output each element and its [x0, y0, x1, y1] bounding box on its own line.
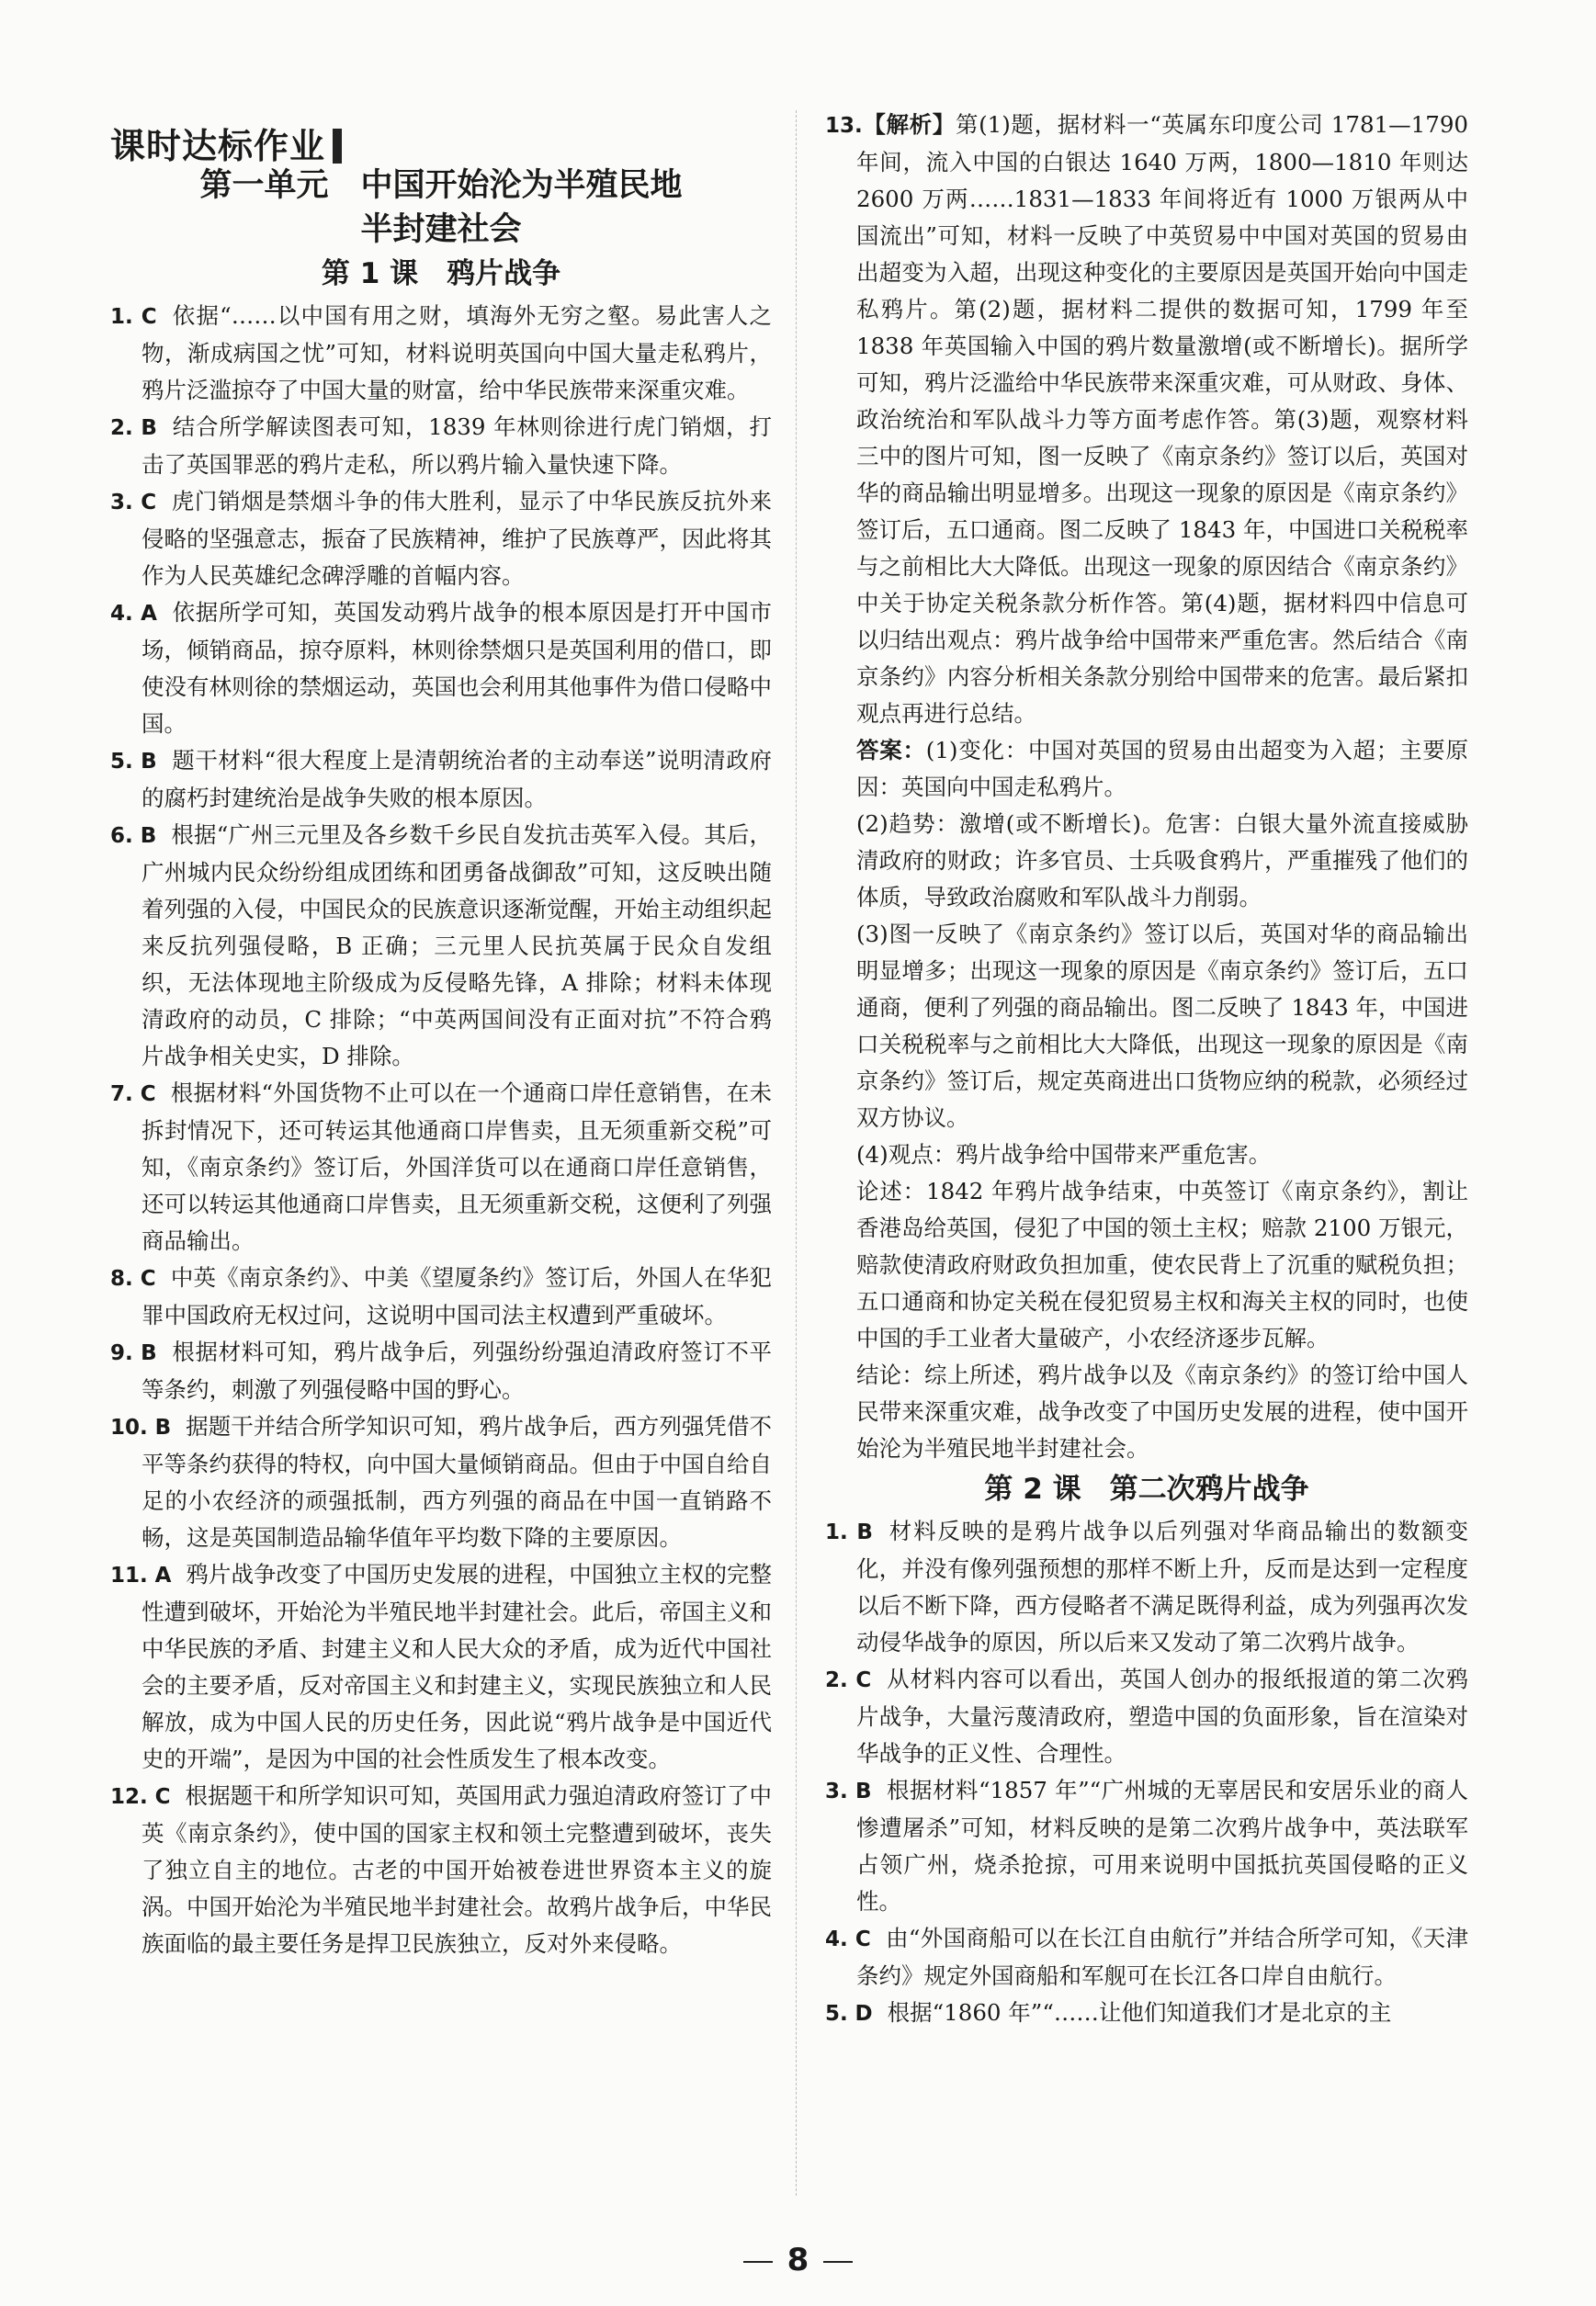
- item-answer: C: [855, 1927, 871, 1951]
- item-number: 1.: [825, 1520, 848, 1544]
- answer-2: (2)趋势：激增(或不断增长)。危害：白银大量外流直接威胁清政府的财政；许多官员、士兵吸食鸦片，严重摧残了他们的体质，导致政治腐败和军队战斗力削弱。: [856, 810, 1468, 910]
- item-text: 据题干并结合所学知识可知，鸦片战争后，西方列强凭借不平等条约获得的特权，向中国大量倾销商品。但由于中国自给自足的小农经济的顽强抵制，西方列强的商品在中国一直销路不畅，这是英国制造品输华值年平均数下降的主要原因。: [141, 1413, 772, 1551]
- item-answer: B: [154, 1416, 172, 1440]
- unit-title-line2: 半封建社会: [360, 211, 522, 248]
- item-number: 8.: [110, 1267, 133, 1291]
- right-column: [825, 107, 1468, 2032]
- lesson1-item-11: [110, 1556, 772, 1778]
- item-number: 5.: [110, 750, 133, 774]
- item-answer: C: [140, 1267, 156, 1291]
- lesson2-item-3: [825, 1772, 1468, 1920]
- item-text: 从材料内容可以看出，英国人创办的报纸报道的第二次鸦片战争，大量污蔑清政府，塑造中国的负面形象，旨在渲染对华战争的正义性、合理性。: [856, 1666, 1468, 1767]
- item-answer: B: [140, 824, 157, 848]
- lesson2-item-1: [825, 1513, 1468, 1661]
- item-text: 虎门销烟是禁烟斗争的伟大胜利，显示了中华民族反抗外来侵略的坚强意志，振奋了民族精神，维护了民族尊严，因此将其作为人民英雄纪念碑浮雕的首幅内容。: [141, 488, 773, 589]
- column-divider: [796, 110, 797, 2196]
- item-answer: B: [141, 1341, 157, 1365]
- item-number: 5.: [825, 2002, 848, 2026]
- item-text: 根据材料可知，鸦片战争后，列强纷纷强迫清政府签订不平等条约，刺激了列强侵略中国的野心。: [141, 1339, 772, 1403]
- lesson1-item-6: [110, 817, 772, 1075]
- answer-4: (4)观点：鸦片战争给中国带来严重危害。: [856, 1141, 1272, 1168]
- item-text: 中英《南京条约》、中美《望厦条约》签订后，外国人在华犯罪中国政府无权过问，这说明中国司法主权遭到严重破坏。: [141, 1264, 772, 1328]
- item-number: 4.: [110, 602, 133, 626]
- item-text: 结合所学解读图表可知，1839 年林则徐进行虎门销烟，打击了英国罪恶的鸦片走私，所以鸦片输入量快速下降。: [141, 413, 772, 478]
- item-text: 鸦片战争改变了中国历史发展的进程，中国独立主权的完整性遭到破坏，开始沦为半殖民地半封建社会。此后，帝国主义和中华民族的矛盾、封建主义和人民大众的矛盾，成为近代中国社会的主要矛盾，反对帝国主义和封建主义，实现民族独立和人民解放，成为中国人民的历史任务，因此说“鸦片战争是中国近代史的开端”，是因为中国的社会性质发生了根本改变。: [141, 1561, 772, 1772]
- item-answer: C: [141, 305, 157, 329]
- item-text: 依据所学可知，英国发动鸦片战争的根本原因是打开中国市场，倾销商品，掠夺原料，林则徐禁烟只是英国利用的借口，即使没有林则徐的禁烟运动，英国也会利用其他事件为借口侵略中国。: [141, 599, 772, 737]
- item-text: 题干材料“很大程度上是清朝统治者的主动奉送”说明清政府的腐朽封建统治是战争失败的根本原因。: [141, 747, 772, 811]
- lesson2-item-5: [825, 1995, 1468, 2032]
- analysis-text: 第(1)题，据材料一“英属东印度公司 1781—1790 年间，流入中国的白银达 1640 万两，1800—1810 年则达 2600 万两……1831—1833 年间将近有 1000 万银两从中国流出”可知，材料一反映了中英贸易中中国对英国的贸易由出超变为入超，出现这种变化的主要原因是英国开始向中国走私鸦片。第(2)题，据材料二提供的数据可知，1799 年至 1838 年英国输入中国的鸦片数量激增(或不断增长)。据所学可知，鸦片泛滥给中华民族带来深重灾难，可从财政、身体、政治统治和军队战斗力等方面考虑作答。第(3)题，观察材料三中的图片可知，图一反映了《南京条约》签订以后，英国对华的商品输出明显增多。出现这一现象的原因是《南京条约》签订后，五口通商。图二反映了 1843 年，中国进口关税税率与之前相比大大降低。出现这一现象的原因结合《南京条约》中关于协定关税条款分析作答。第(4)题，据材料四中信息可以归结出观点：鸦片战争给中国带来严重危害。然后结合《南京条约》内容分析相关条款分别给中国带来的危害。最后紧扣观点再进行总结。: [856, 111, 1469, 727]
- lesson1-item-1: [110, 298, 772, 409]
- item-text: 根据材料“1857 年”“广州城的无辜居民和安居乐业的商人惨遭屠杀”可知，材料反映的是第二次鸦片战争中，英法联军占领广州，烧杀抢掠，可用来说明中国抵抗英国侵略的正义性。: [856, 1777, 1468, 1915]
- answer-1: [825, 732, 1468, 806]
- item-answer: B: [855, 1780, 872, 1803]
- answer-label: 答案：: [856, 737, 926, 763]
- item-answer: B: [856, 1520, 873, 1544]
- item-number: 10.: [110, 1416, 148, 1440]
- item-answer: C: [141, 491, 157, 514]
- lesson1-item-10: [110, 1408, 772, 1556]
- answer-text: (1)变化：中国对英国的贸易由出超变为入超；主要原因：英国向中国走私鸦片。: [856, 737, 1469, 800]
- left-column: [110, 164, 772, 1962]
- item-number: 2.: [110, 416, 133, 440]
- page-number-value: 8: [787, 2242, 809, 2278]
- item-text: 根据题干和所学知识可知，英国用武力强迫清政府签订了中英《南京条约》，使中国的国家主权和领土完整遭到破坏，丧失了独立自主的地位。古老的中国开始被卷进世界资本主义的旋涡。中国开始沦为半殖民地半封建社会。故鸦片战争后，中华民族面临的最主要任务是捍卫民族独立，反对外来侵略。: [141, 1782, 773, 1957]
- section-header-title: 课时达标作业: [110, 126, 326, 166]
- header-tab-mark: [333, 129, 342, 164]
- item-text: 材料反映的是鸦片战争以后列强对华商品输出的数额变化，并没有像列强预想的那样不断上升，反而是达到一定程度以后不断下降，西方侵略者不满足既得利益，成为列强再次发动侵华战争的原因，所以后来又发动了第二次鸦片战争。: [856, 1518, 1468, 1656]
- lesson1-item-7: [110, 1075, 772, 1260]
- item-number: 4.: [825, 1927, 848, 1951]
- item-text: 由“外国商船可以在长江自由航行”并结合所学可知，《天津条约》规定外国商船和军舰可在长江各口岸自由航行。: [856, 1925, 1468, 1989]
- lesson1-item-4: [110, 594, 772, 742]
- item-text: 根据“1860 年”“……让他们知道我们才是北京的主: [887, 1999, 1392, 2026]
- answer-conclusion: 结论：综上所述，鸦片战争以及《南京条约》的签订给中国人民带来深重灾难，战争改变了中国历史发展的进程，使中国开始沦为半殖民地半封建社会。: [856, 1362, 1468, 1462]
- lesson2-title: 第 2 课 第二次鸦片战争: [984, 1473, 1309, 1506]
- lesson1-item-5: [110, 742, 772, 817]
- unit-title-line1: 第一单元 中国开始沦为半殖民地: [199, 167, 683, 204]
- item-text: 根据“广州三元里及各乡数千乡民自发抗击英军入侵。其后，广州城内民众纷纷组成团练和团勇备战御敌”可知，这反映出随着列强的入侵，中国民众的民族意识逐渐觉醒，开始主动组织起来反抗列强侵略，B 正确；三元里人民抗英属于民众自发组织，无法体现地主阶级成为反侵略先锋，A 排除；材料未体现清政府的动员，C 排除；“中英两国间没有正面对抗”不符合鸦片战争相关史实，D 排除。: [141, 821, 772, 1069]
- item-number: 3.: [825, 1780, 848, 1803]
- lesson1-item-8: [110, 1260, 772, 1334]
- item-number: 9.: [110, 1341, 133, 1365]
- page-number-dash-left: [743, 2261, 773, 2263]
- lesson2-item-2: [825, 1661, 1468, 1772]
- item-number: 1.: [110, 305, 133, 329]
- item-number: 13.: [825, 114, 863, 138]
- item-number: 11.: [110, 1564, 148, 1588]
- item-answer: C: [140, 1082, 156, 1106]
- page-number: [0, 2242, 1596, 2278]
- lesson1-title: 第 1 课 鸦片战争: [321, 257, 561, 290]
- item-number: 6.: [110, 824, 133, 848]
- lesson1-item-13: [825, 107, 1468, 732]
- item-number: 2.: [825, 1668, 848, 1692]
- item-answer: B: [141, 416, 157, 440]
- lesson1-item-12: [110, 1778, 772, 1962]
- item-text: 依据“……以中国有用之财，填海外无穷之壑。易此害人之物，渐成病国之忧”可知，材料说明英国向中国大量走私鸦片，鸦片泛滥掠夺了中国大量的财富，给中华民族带来深重灾难。: [141, 302, 772, 403]
- item-answer: C: [855, 1668, 872, 1692]
- answer-argument: 论述：1842 年鸦片战争结束，中英签订《南京条约》，割让香港岛给英国，侵犯了中国的领土主权；赔款 2100 万银元，赔款使清政府财政负担加重，使农民背上了沉重的赋税负担；五口通商和协定关税在侵犯贸易主权和海关主权的同时，也使中国的手工业者大量破产，小农经济逐步瓦解。: [856, 1178, 1468, 1351]
- item-number: 7.: [110, 1082, 133, 1106]
- item-answer: D: [855, 2002, 873, 2026]
- item-answer: B: [141, 750, 157, 774]
- item-text: 根据材料“外国货物不止可以在一个通商口岸任意销售，在未拆封情况下，还可转运其他通商口岸售卖，且无须重新交税”可知，《南京条约》签订后，外国洋货可以在通商口岸任意销售，还可以转运其他通商口岸售卖，且无须重新交税，这便利了列强商品输出。: [141, 1080, 772, 1254]
- item-number: 12.: [110, 1785, 148, 1809]
- lesson1-item-9: [110, 1334, 772, 1408]
- answer-3: (3)图一反映了《南京条约》签订以后，英国对华的商品输出明显增多；出现这一现象的原因是《南京条约》签订后，五口通商，便利了列强的商品输出。图二反映了 1843 年，中国进口关税税率与之前相比大大降低，出现这一现象的原因是《南京条约》签订后，规定英商进出口货物应纳的税款，必须经过双方协议。: [856, 921, 1468, 1131]
- lesson2-item-4: [825, 1920, 1468, 1995]
- lesson1-item-2: [110, 409, 772, 483]
- item-answer: A: [154, 1564, 172, 1588]
- item-answer: A: [141, 602, 157, 626]
- item-number: 3.: [110, 491, 133, 514]
- analysis-label: 【解析】: [862, 111, 956, 138]
- item-answer: C: [154, 1785, 171, 1809]
- page-number-dash-right: [823, 2261, 853, 2263]
- section-header: [110, 118, 342, 168]
- lesson1-item-3: [110, 483, 772, 594]
